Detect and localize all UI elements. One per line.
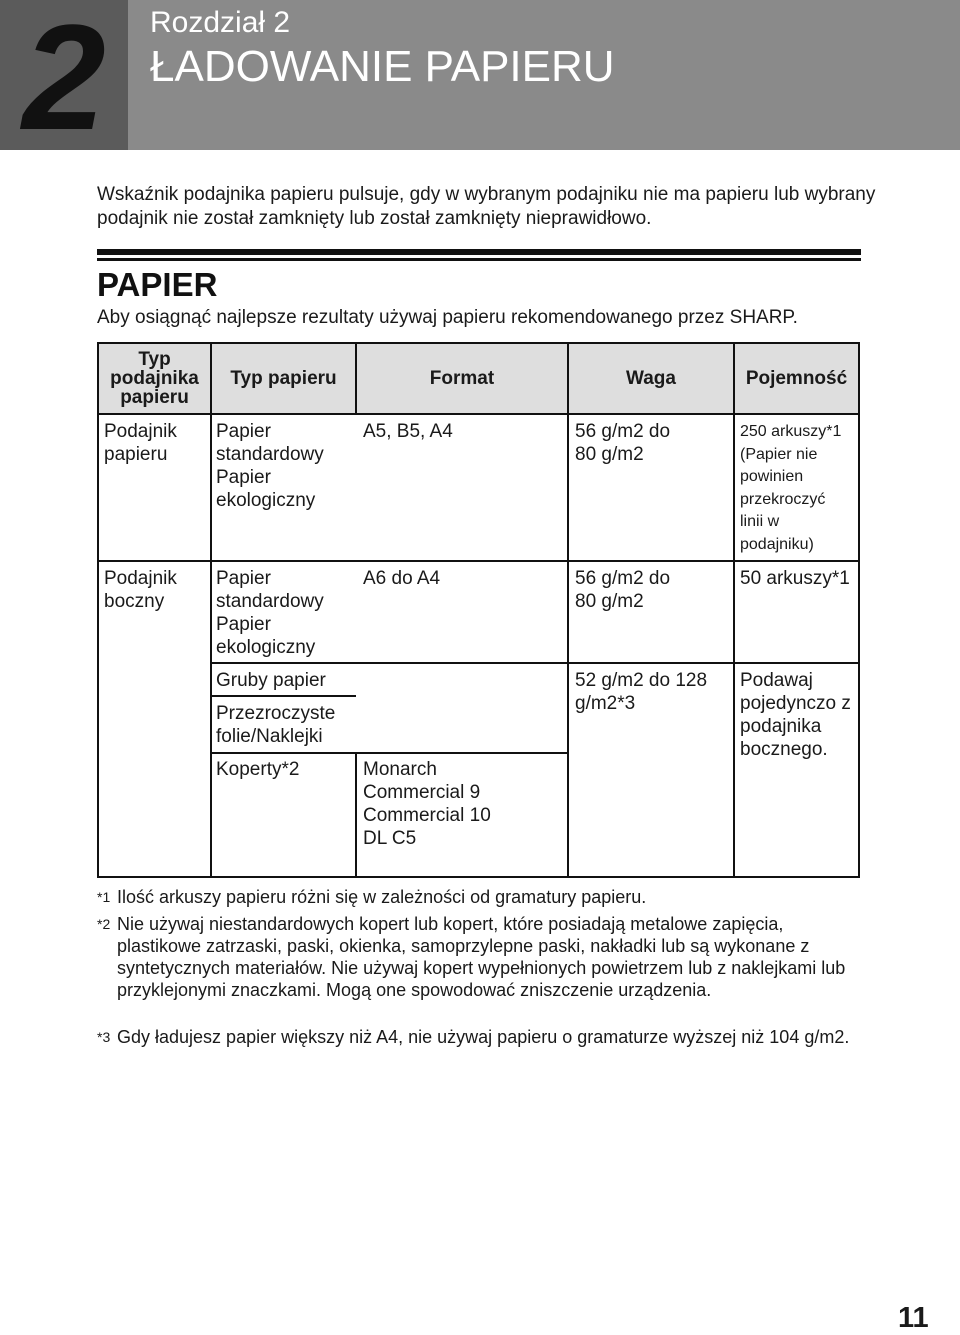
section-title: PAPIER xyxy=(97,266,218,303)
footnote-mark: *3 xyxy=(97,1029,111,1045)
table-divider xyxy=(210,344,212,876)
column-header-tray: Typ podajnika papieru xyxy=(110,349,199,408)
table-divider xyxy=(355,752,357,876)
footnote-text: Nie używaj niestandardowych kopert lub kopert, które posiadają metalowe zapięcia, plastikowe zatrzaski, paski, okienka, samoprzylepne paski, nakładki lub są wykonane z syntetycznych materiałów. Nie używaj kopert wypełnionych powietrzem lub z naklejkami lub przyklejonymi znaczkami. Mogą one spowodować zniszczenie urządzenia. xyxy=(117,914,846,1000)
table-cell-tray: Podajnik boczny xyxy=(104,568,177,612)
footnote-1 xyxy=(97,886,857,908)
table-cell-capacity: 250 arkuszy*1 (Papier nie powinien przekroczyć linii w podajniku) xyxy=(740,423,842,553)
chapter-number-box xyxy=(0,0,128,161)
table-divider xyxy=(99,560,858,562)
table-cell-weight: 56 g/m2 do 80 g/m2 xyxy=(575,421,671,465)
table-cell-capacity: Podawaj pojedynczo z podajnika bocznego. xyxy=(740,670,851,760)
footnote-text: Gdy ładujesz papier większy niż A4, nie używaj papieru o gramaturze wyższej niż 104 g/m2. xyxy=(117,1027,850,1047)
section-rule-thin xyxy=(97,258,861,261)
paper-table xyxy=(97,342,860,878)
table-cell-paper-type: Przezroczyste folie/Naklejki xyxy=(216,703,336,747)
table-divider xyxy=(210,752,567,754)
table-cell-paper-type: Gruby papier xyxy=(216,670,326,691)
footnote-text: Ilość arkuszy papieru różni się w zależności od gramatury papieru. xyxy=(117,887,647,907)
chapter-header xyxy=(0,0,960,161)
chapter-title: ŁADOWANIE PAPIERU xyxy=(150,42,615,91)
footnote-mark: *1 xyxy=(97,889,111,905)
table-divider xyxy=(567,344,569,876)
table-divider xyxy=(733,344,735,876)
chapter-label: Rozdział 2 xyxy=(150,6,291,39)
intro-paragraph: Wskaźnik podajnika papieru pulsuje, gdy w wybranym podajniku nie ma papieru lub wybrany podajnik nie został zamknięty lub został zamknięty nieprawidłowo. xyxy=(97,184,876,229)
table-cell-format: Monarch Commercial 9 Commercial 10 DL C5 xyxy=(363,759,491,849)
column-header-weight: Waga xyxy=(626,368,676,389)
footnote-mark: *2 xyxy=(97,916,111,932)
table-divider xyxy=(99,413,858,415)
chapter-number: 2 xyxy=(22,0,106,161)
page-number: 11 xyxy=(898,1302,929,1334)
column-header-capacity: Pojemność xyxy=(745,368,848,389)
footnote-3 xyxy=(97,1026,857,1048)
table-cell-paper-type: Papier standardowy Papier ekologiczny xyxy=(216,421,324,511)
table-cell-paper-type: Koperty*2 xyxy=(216,759,300,780)
table-cell-paper-type: Papier standardowy Papier ekologiczny xyxy=(216,568,324,658)
table-cell-capacity: 50 arkuszy*1 xyxy=(740,568,850,589)
section-rule xyxy=(97,249,861,255)
footnote-2 xyxy=(97,913,857,1001)
column-header-paper-type: Typ papieru xyxy=(230,368,337,389)
table-cell-format: A6 do A4 xyxy=(363,568,441,589)
section-subtitle: Aby osiągnąć najlepsze rezultaty używaj papieru rekomendowanego przez SHARP. xyxy=(97,307,798,328)
table-cell-format: A5, B5, A4 xyxy=(363,421,453,442)
table-divider xyxy=(210,695,356,697)
table-divider xyxy=(210,662,356,664)
table-cell-weight: 56 g/m2 do 80 g/m2 xyxy=(575,568,671,612)
column-header-format: Format xyxy=(429,368,495,389)
table-divider xyxy=(567,662,858,664)
table-cell-weight: 52 g/m2 do 128 g/m2*3 xyxy=(575,670,708,714)
table-cell-tray: Podajnik papieru xyxy=(104,421,177,465)
